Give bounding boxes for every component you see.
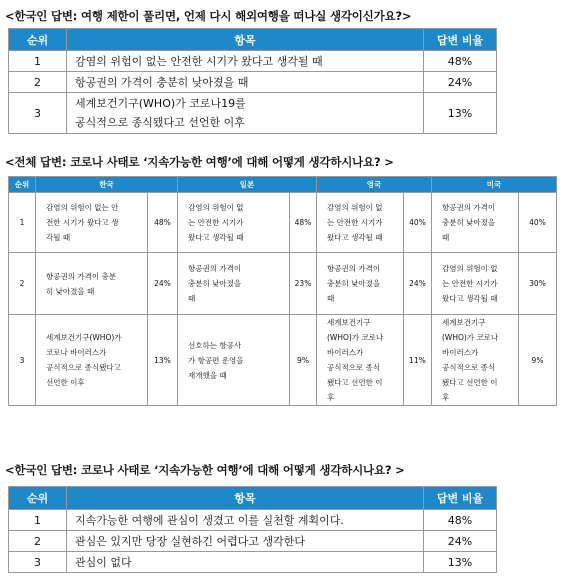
table-row: [9, 51, 497, 72]
answer-line: 충분히 낮아졌을: [327, 279, 381, 288]
item-cell: 관심이 없다: [67, 552, 424, 573]
rank-cell: 2: [9, 72, 67, 93]
rank-cell: 3: [9, 315, 36, 406]
header-korea: 한국: [36, 177, 178, 193]
japan-answer-cell: [178, 315, 290, 406]
answer-line: 재개했을 때: [188, 370, 227, 380]
rank-cell: 3: [9, 552, 67, 573]
answer-line: 공식적으로 종식: [442, 363, 496, 372]
answer-line: 항공권의 가격이: [327, 264, 381, 273]
answer-line: 왔다고 생각될 때: [327, 233, 383, 242]
table-row: [9, 193, 557, 253]
answer-line: 됐다고 선언한 이: [327, 378, 383, 387]
us-answer-cell: [432, 315, 519, 406]
header-ratio: 답변 비율: [424, 29, 497, 51]
answer-line: 는 안전한 시기가: [327, 218, 383, 227]
us-ratio-cell: 40%: [519, 193, 557, 253]
answer-line: 왔다고 생각될 때: [442, 294, 498, 303]
answer-line: 충분히 낮아졌을: [188, 279, 242, 288]
answer-line: 세계보건기구(WHO)가: [46, 333, 122, 342]
table-header-row: [9, 177, 557, 193]
korea-answer-cell: [36, 193, 148, 253]
korea-ratio-cell: 48%: [148, 193, 178, 253]
uk-ratio-cell: 24%: [404, 253, 432, 315]
table-row: [9, 315, 557, 406]
item-line: 공식적으로 종식됐다고 선언한 이후: [75, 116, 245, 129]
answer-line: 각될 때: [46, 233, 71, 242]
table-korean-sustainable-travel: [8, 486, 497, 573]
us-answer-cell: [432, 193, 519, 253]
answer-line: 는 안전한 시기가: [442, 279, 498, 288]
korea-answer-cell: [36, 253, 148, 315]
rank-cell: 1: [9, 193, 36, 253]
header-us: 미국: [432, 177, 557, 193]
answer-line: 선언한 이후: [46, 378, 85, 387]
header-item: 항목: [67, 487, 424, 510]
answer-line: 항공권의 가격이: [442, 203, 496, 212]
answer-line: 때: [442, 233, 450, 242]
answer-line: (WHO)가 코로나: [442, 333, 499, 342]
answer-line: 공식적으로 종식됐다고: [46, 363, 121, 372]
answer-line: 코로나 바이러스가: [46, 348, 107, 357]
answer-line: 후: [442, 393, 450, 402]
answer-line: 바이러스가: [442, 348, 479, 357]
answer-line: 감염의 위험이 없는 안: [46, 203, 119, 212]
answer-line: 전한 시기가 왔다고 생: [46, 218, 119, 227]
item-line: 세계보건기구(WHO)가 코로나19를: [75, 97, 246, 110]
header-uk: 영국: [317, 177, 432, 193]
rank-cell: 2: [9, 253, 36, 315]
ratio-cell: 13%: [424, 93, 497, 134]
rank-cell: 2: [9, 531, 67, 552]
ratio-cell: 24%: [424, 72, 497, 93]
korea-ratio-cell: 24%: [148, 253, 178, 315]
uk-answer-cell: [317, 253, 404, 315]
header-japan: 일본: [178, 177, 317, 193]
ratio-cell: 24%: [424, 531, 497, 552]
answer-line: (WHO)가 코로나: [327, 333, 384, 342]
section2-title: <전체 답변: 코로나 사태로 ‘지속가능한 여행’에 대해 어떻게 생각하시나요? >: [5, 155, 394, 169]
uk-answer-cell: [317, 315, 404, 406]
section1-title: <한국인 답변: 여행 제한이 풀리면, 언제 다시 해외여행을 떠나실 생각이신가요?>: [5, 9, 412, 23]
item-cell: [67, 93, 424, 134]
us-ratio-cell: 30%: [519, 253, 557, 315]
korea-ratio-cell: 13%: [148, 315, 178, 406]
answer-line: 왔다고 생각될 때: [188, 233, 244, 242]
table-row: [9, 72, 497, 93]
rank-cell: 1: [9, 510, 67, 531]
answer-line: 때: [188, 294, 196, 303]
answer-line: 선호하는 항공사: [188, 340, 242, 350]
rank-cell: 1: [9, 51, 67, 72]
ratio-cell: 48%: [424, 51, 497, 72]
table-overall-sustainable-travel: [8, 176, 557, 406]
uk-ratio-cell: 40%: [404, 193, 432, 253]
header-item: 항목: [67, 29, 424, 51]
japan-ratio-cell: 48%: [290, 193, 317, 253]
answer-line: 세계보건기구: [327, 318, 371, 327]
table-header-row: [9, 29, 497, 51]
item-cell: 지속가능한 여행에 관심이 생겼고 이를 실천할 계획이다.: [67, 510, 424, 531]
answer-line: 됐다고 선언한 이: [442, 378, 498, 387]
japan-answer-cell: [178, 193, 290, 253]
uk-answer-cell: [317, 193, 404, 253]
table-row: [9, 253, 557, 315]
table-row: [9, 93, 497, 134]
answer-line: 히 낮아졌을 때: [46, 286, 95, 296]
answer-line: 세계보건기구: [442, 318, 486, 327]
item-cell: 감염의 위험이 없는 안전한 시기가 왔다고 생각될 때: [67, 51, 424, 72]
answer-line: 감염의 위험이 없: [327, 203, 383, 212]
answer-line: 가 항공편 운영을: [188, 355, 244, 365]
korea-answer-cell: [36, 315, 148, 406]
header-rank: 순위: [9, 29, 67, 51]
ratio-cell: 13%: [424, 552, 497, 573]
answer-line: 때: [327, 294, 335, 303]
table-row: [9, 531, 497, 552]
header-rank: 순위: [9, 177, 36, 193]
item-cell: 관심은 있지만 당장 실현하긴 어렵다고 생각한다: [67, 531, 424, 552]
answer-line: 항공권의 가격이 충분: [46, 271, 116, 281]
us-answer-cell: [432, 253, 519, 315]
answer-line: 후: [327, 393, 335, 402]
answer-line: 감염의 위험이 없: [442, 264, 498, 273]
section3-title: <한국인 답변: 코로나 사태로 ‘지속가능한 여행’에 대해 어떻게 생각하시나요? >: [5, 463, 405, 477]
table-row: [9, 552, 497, 573]
us-ratio-cell: 9%: [519, 315, 557, 406]
header-ratio: 답변 비율: [424, 487, 497, 510]
ratio-cell: 48%: [424, 510, 497, 531]
answer-line: 공식적으로 종식: [327, 363, 381, 372]
japan-ratio-cell: 23%: [290, 253, 317, 315]
answer-line: 바이러스가: [327, 348, 364, 357]
header-rank: 순위: [9, 487, 67, 510]
answer-line: 충분히 낮아졌을: [442, 218, 496, 227]
table-korean-travel-timing: [8, 28, 497, 134]
japan-answer-cell: [178, 253, 290, 315]
item-cell: 항공권의 가격이 충분히 낮아졌을 때: [67, 72, 424, 93]
answer-line: 항공권의 가격이: [188, 264, 242, 273]
answer-line: 감염의 위험이 없: [188, 203, 244, 212]
japan-ratio-cell: 9%: [290, 315, 317, 406]
uk-ratio-cell: 11%: [404, 315, 432, 406]
table-row: [9, 510, 497, 531]
answer-line: 는 안전한 시기가: [188, 218, 244, 227]
rank-cell: 3: [9, 93, 67, 134]
table-header-row: [9, 487, 497, 510]
